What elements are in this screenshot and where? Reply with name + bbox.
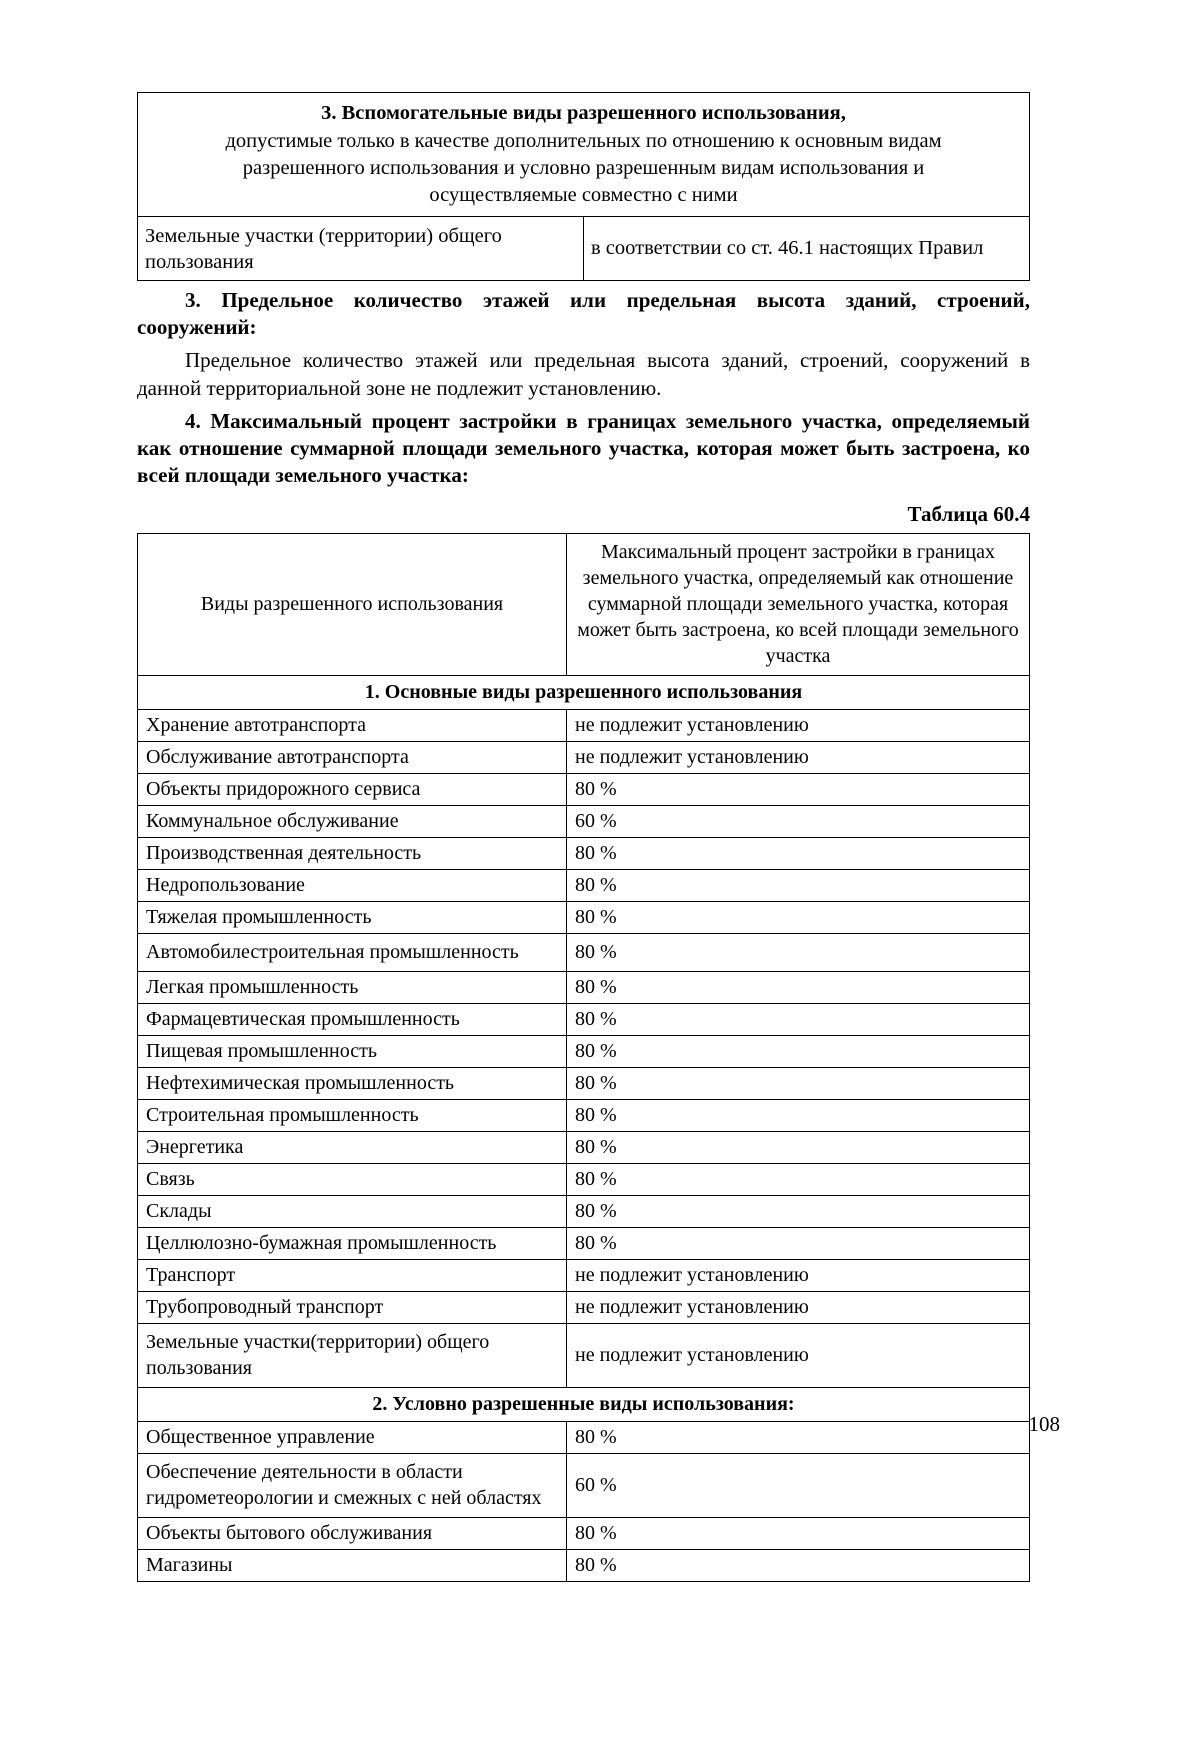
row-max-percentage: 60 % bbox=[567, 805, 1030, 837]
auxiliary-table-subtitle-line-1: допустимые только в качестве дополнительных по отношению к основным видам bbox=[225, 130, 942, 153]
table-row bbox=[138, 1259, 1030, 1291]
auxiliary-table-header-cell bbox=[138, 93, 1030, 217]
table-row bbox=[138, 933, 1030, 971]
row-use-type: Нефтехимическая промышленность bbox=[138, 1067, 567, 1099]
row-use-type: Объекты бытового обслуживания bbox=[138, 1517, 567, 1549]
main-table-header-col1: Виды разрешенного использования bbox=[138, 533, 567, 675]
table-row bbox=[138, 217, 1030, 280]
row-max-percentage: 80 % bbox=[567, 1517, 1030, 1549]
main-table-body bbox=[138, 533, 1030, 1581]
row-use-type: Обеспечение деятельности в области гидрометеорологии и смежных с ней областях bbox=[138, 1453, 567, 1517]
table-row bbox=[138, 1421, 1030, 1453]
table-row bbox=[138, 1003, 1030, 1035]
row-max-percentage: не подлежит установлению bbox=[567, 1323, 1030, 1387]
row-use-type: Строительная промышленность bbox=[138, 1099, 567, 1131]
table-row bbox=[138, 1227, 1030, 1259]
table-row bbox=[138, 805, 1030, 837]
table-row bbox=[138, 1291, 1030, 1323]
row-max-percentage: 80 % bbox=[567, 1131, 1030, 1163]
main-table-header-col2: Максимальный процент застройки в границах земельного участка, определяемый как отношение суммарной площади земельного участка, которая может быть застроена, ко всей площади земельного участка bbox=[567, 533, 1030, 675]
section-3-body: Предельное количество этажей или предельная высота зданий, строений, сооружений в данной территориальной зоне не подлежит установлению. bbox=[137, 348, 1030, 400]
table-row bbox=[138, 1453, 1030, 1517]
row-use-type: Целлюлозно-бумажная промышленность bbox=[138, 1227, 567, 1259]
table-row bbox=[138, 1163, 1030, 1195]
table-row bbox=[138, 901, 1030, 933]
row-use-type: Пищевая промышленность bbox=[138, 1035, 567, 1067]
row-max-percentage: 80 % bbox=[567, 869, 1030, 901]
row-max-percentage: 80 % bbox=[567, 1163, 1030, 1195]
row-max-percentage: не подлежит установлению bbox=[567, 1291, 1030, 1323]
row-use-type: Тяжелая промышленность bbox=[138, 901, 567, 933]
row-max-percentage: 80 % bbox=[567, 1067, 1030, 1099]
row-max-percentage: 80 % bbox=[567, 933, 1030, 971]
table-section-row bbox=[138, 1387, 1030, 1421]
row-max-percentage: 80 % bbox=[567, 1003, 1030, 1035]
section-3-heading: 3. Предельное количество этажей или предельная высота зданий, строений, сооружений: bbox=[137, 287, 1030, 339]
row-max-percentage: не подлежит установлению bbox=[567, 741, 1030, 773]
table-row bbox=[138, 1195, 1030, 1227]
table-row bbox=[138, 1131, 1030, 1163]
table-caption: Таблица 60.4 bbox=[907, 501, 1030, 526]
row-max-percentage: 80 % bbox=[567, 837, 1030, 869]
row-max-percentage: не подлежит установлению bbox=[567, 1259, 1030, 1291]
row-use-type: Склады bbox=[138, 1195, 567, 1227]
table-row bbox=[138, 971, 1030, 1003]
row-use-type: Недропользование bbox=[138, 869, 567, 901]
table-row bbox=[138, 869, 1030, 901]
table-section-title: 2. Условно разрешенные виды использования: bbox=[138, 1387, 1030, 1421]
table-row bbox=[138, 1323, 1030, 1387]
table-row bbox=[138, 1549, 1030, 1581]
table-row bbox=[138, 709, 1030, 741]
row-max-percentage: 80 % bbox=[567, 1099, 1030, 1131]
row-use-type: Производственная деятельность bbox=[138, 837, 567, 869]
row-use-type: Автомобилестроительная промышленность bbox=[138, 933, 567, 971]
table-row bbox=[138, 741, 1030, 773]
table-section-row bbox=[138, 675, 1030, 709]
table-row bbox=[138, 1099, 1030, 1131]
table-row bbox=[138, 1035, 1030, 1067]
row-max-percentage: 80 % bbox=[567, 1549, 1030, 1581]
auxiliary-row-name: Земельные участки (территории) общего пользования bbox=[138, 217, 584, 280]
table-row bbox=[138, 1517, 1030, 1549]
row-use-type: Трубопроводный транспорт bbox=[138, 1291, 567, 1323]
row-max-percentage: 80 % bbox=[567, 773, 1030, 805]
auxiliary-table-subtitle-line-2: разрешенного использования и условно разрешенным видам использования и bbox=[242, 156, 925, 179]
table-row bbox=[138, 837, 1030, 869]
max-build-percentage-table bbox=[137, 533, 1030, 1582]
auxiliary-table-subtitle-line-3: осуществляемые совместно с ними bbox=[429, 183, 738, 206]
row-use-type: Коммунальное обслуживание bbox=[138, 805, 567, 837]
row-use-type: Фармацевтическая промышленность bbox=[138, 1003, 567, 1035]
row-max-percentage: 80 % bbox=[567, 1035, 1030, 1067]
row-max-percentage: 80 % bbox=[567, 1227, 1030, 1259]
table-row bbox=[138, 773, 1030, 805]
row-max-percentage: не подлежит установлению bbox=[567, 709, 1030, 741]
section-4-heading: 4. Максимальный процент застройки в границах земельного участка, определяемый как отношение суммарной площади земельного участка, которая может быть застроена, ко всей площади земельного участка: bbox=[137, 408, 1030, 488]
auxiliary-table-header-row bbox=[138, 93, 1030, 217]
row-use-type: Транспорт bbox=[138, 1259, 567, 1291]
row-use-type: Земельные участки(территории) общего пользования bbox=[138, 1323, 567, 1387]
row-use-type: Объекты придорожного сервиса bbox=[138, 773, 567, 805]
row-use-type: Обслуживание автотранспорта bbox=[138, 741, 567, 773]
row-use-type: Легкая промышленность bbox=[138, 971, 567, 1003]
auxiliary-uses-table bbox=[137, 92, 1030, 281]
row-use-type: Связь bbox=[138, 1163, 567, 1195]
row-use-type: Энергетика bbox=[138, 1131, 567, 1163]
table-section-title: 1. Основные виды разрешенного использования bbox=[138, 675, 1030, 709]
row-max-percentage: 80 % bbox=[567, 971, 1030, 1003]
row-max-percentage: 80 % bbox=[567, 901, 1030, 933]
auxiliary-row-value: в соответствии со ст. 46.1 настоящих Правил bbox=[584, 217, 1030, 280]
table-row bbox=[138, 1067, 1030, 1099]
page-number: 108 bbox=[1028, 1412, 1060, 1436]
row-use-type: Магазины bbox=[138, 1549, 567, 1581]
row-max-percentage: 80 % bbox=[567, 1421, 1030, 1453]
page-content bbox=[137, 92, 1030, 1582]
row-use-type: Хранение автотранспорта bbox=[138, 709, 567, 741]
auxiliary-table-title: 3. Вспомогательные виды разрешенного использования, bbox=[321, 102, 846, 124]
main-table-header-row bbox=[138, 533, 1030, 675]
row-max-percentage: 60 % bbox=[567, 1453, 1030, 1517]
row-use-type: Общественное управление bbox=[138, 1421, 567, 1453]
row-max-percentage: 80 % bbox=[567, 1195, 1030, 1227]
